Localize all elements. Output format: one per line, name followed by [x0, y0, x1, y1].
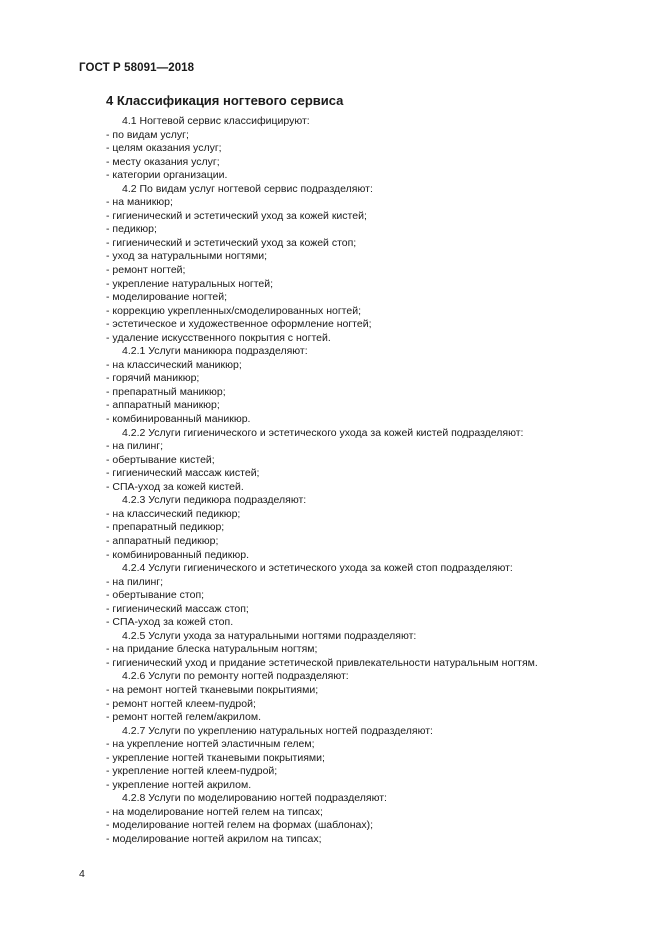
clause-line: 4.2 По видам услуг ногтевой сервис подразделяют:	[122, 182, 373, 195]
clause-line: 4.2.8 Услуги по моделированию ногтей подразделяют:	[122, 792, 387, 805]
list-item: - укрепление ногтей клеем-пудрой;	[106, 765, 278, 778]
clause-line: 4.2.2 Услуги гигиенического и эстетического ухода за кожей кистей подразделяют:	[122, 426, 524, 439]
list-item: - на маникюр;	[106, 196, 173, 209]
list-item: - коррекцию укрепленных/смоделированных ногтей;	[106, 304, 361, 317]
list-item: - аппаратный педикюр;	[106, 534, 219, 547]
list-item: - обертывание стоп;	[106, 589, 205, 602]
list-item: - целям оказания услуг;	[106, 142, 222, 155]
clause-line: 4.2.3 Услуги педикюра подразделяют:	[122, 494, 307, 507]
list-item: - на укрепление ногтей эластичным гелем;	[106, 738, 315, 751]
list-item: - моделирование ногтей;	[106, 291, 228, 304]
list-item: - на пилинг;	[106, 575, 164, 588]
list-item: - моделирование ногтей гелем на формах (шаблонах);	[106, 819, 374, 832]
list-item: - эстетическое и художественное оформление ногтей;	[106, 318, 372, 331]
list-item: - ремонт ногтей;	[106, 264, 186, 277]
list-item: - СПА-уход за кожей стоп.	[106, 616, 234, 629]
list-item: - педикюр;	[106, 223, 157, 236]
list-item: - на классический педикюр;	[106, 507, 241, 520]
list-item: - гигиенический массаж кистей;	[106, 467, 260, 480]
list-item: - укрепление натуральных ногтей;	[106, 277, 274, 290]
list-item: - препаратный маникюр;	[106, 385, 226, 398]
list-item: - гигиенический массаж стоп;	[106, 602, 249, 615]
list-item: - аппаратный маникюр;	[106, 399, 220, 412]
list-item: - гигиенический и эстетический уход за кожей кистей;	[106, 209, 367, 222]
clause-line: 4.2.6 Услуги по ремонту ногтей подразделяют:	[122, 670, 349, 683]
list-item: - удаление искусственного покрытия с ногтей.	[106, 331, 331, 344]
document-body	[0, 115, 661, 847]
list-item: - гигиенический и эстетический уход за кожей стоп;	[106, 236, 357, 249]
list-item: - комбинированный маникюр.	[106, 413, 251, 426]
list-item: - ремонт ногтей клеем-пудрой;	[106, 697, 256, 710]
list-item: - по видам услуг;	[106, 128, 189, 141]
list-item: - на придание блеска натуральным ногтям;	[106, 643, 318, 656]
list-item: - на классический маникюр;	[106, 358, 242, 371]
list-item: - укрепление ногтей акрилом.	[106, 778, 252, 791]
list-item: - препаратный педикюр;	[106, 521, 225, 534]
list-item: - горячий маникюр;	[106, 372, 200, 385]
section-title: 4 Классификация ногтевого сервиса	[106, 93, 344, 108]
page-number: 4	[79, 868, 85, 880]
clause-line: 4.2.7 Услуги по укреплению натуральных ногтей подразделяют:	[122, 724, 433, 737]
document-header: ГОСТ Р 58091—2018	[79, 62, 195, 74]
list-item: - укрепление ногтей тканевыми покрытиями;	[106, 751, 325, 764]
list-item: - моделирование ногтей акрилом на типсах;	[106, 832, 322, 845]
clause-line: 4.1 Ногтевой сервис классифицируют:	[122, 115, 310, 127]
list-item: - уход за натуральными ногтями;	[106, 250, 268, 263]
clause-line: 4.2.5 Услуги ухода за натуральными ногтями подразделяют:	[122, 629, 417, 642]
list-item: - на моделирование ногтей гелем на типсах;	[106, 805, 323, 818]
list-item: - комбинированный педикюр.	[106, 548, 250, 561]
list-item: - категории организации.	[106, 169, 228, 182]
clause-line: 4.2.4 Услуги гигиенического и эстетического ухода за кожей стоп подразделяют:	[122, 562, 513, 575]
list-item: - на пилинг;	[106, 440, 164, 453]
list-item: - на ремонт ногтей тканевыми покрытиями;	[106, 683, 319, 696]
list-item: - гигиенический уход и придание эстетической привлекательности натуральным ногтям.	[106, 656, 538, 669]
list-item: - ремонт ногтей гелем/акрилом.	[106, 711, 262, 724]
list-item: - обертывание кистей;	[106, 453, 215, 466]
list-item: - месту оказания услуг;	[106, 155, 220, 168]
list-item: - СПА-уход за кожей кистей.	[106, 480, 244, 493]
clause-line: 4.2.1 Услуги маникюра подразделяют:	[122, 345, 308, 358]
